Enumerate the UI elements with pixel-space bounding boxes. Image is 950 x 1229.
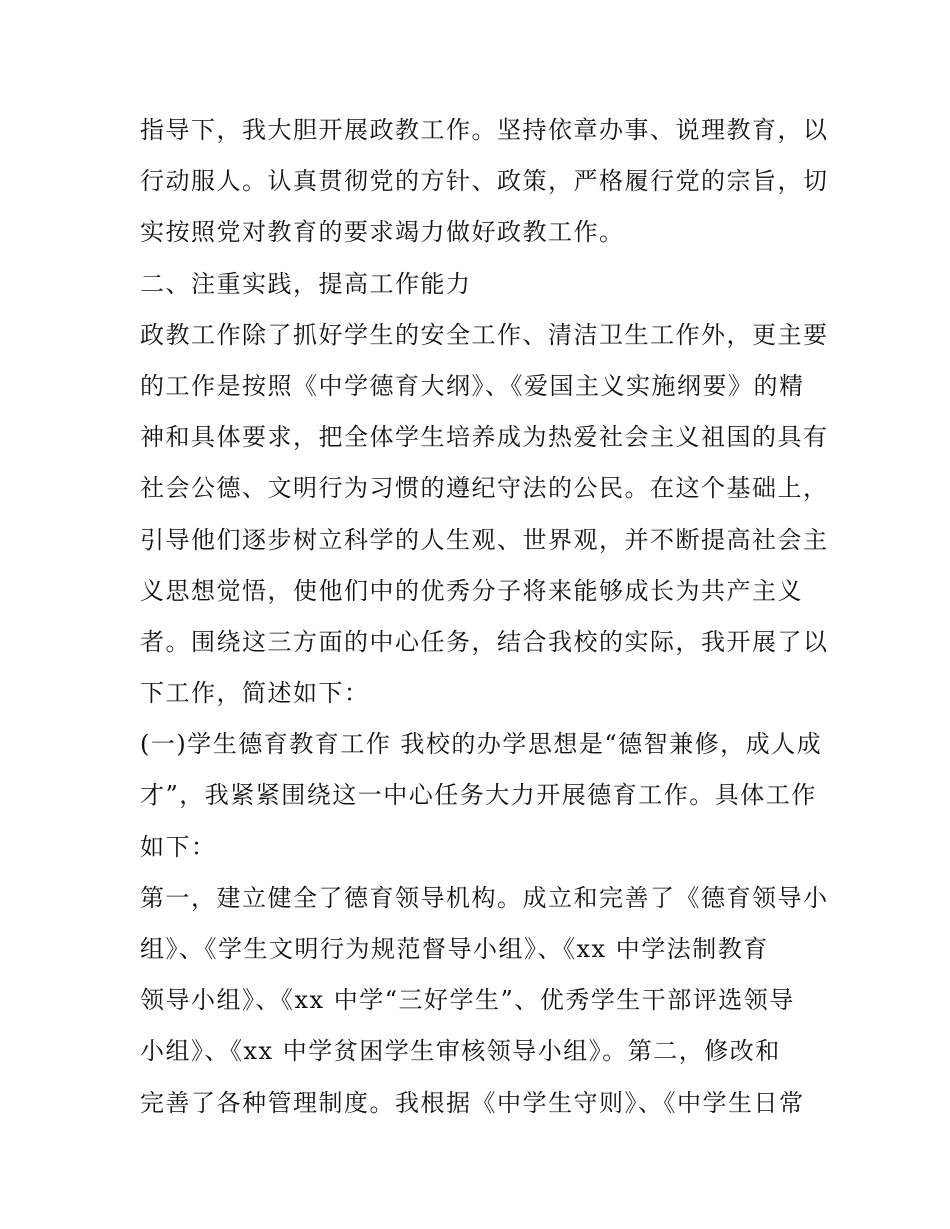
text-line: 组》、《学生文明行为规范督导小组》、《xx 中学法制教育 — [140, 935, 769, 963]
text-line: 行动服人。认真贯彻党的方针、政策，严格履行党的宗旨，切 — [140, 167, 829, 196]
text-line: 第一，建立健全了德育领导机构。成立和完善了《德育领导小 — [140, 883, 829, 912]
text-line: 神和具体要求，把全体学生培养成为热爱社会主义祖国的具有 — [140, 423, 829, 452]
text-line: 义思想觉悟，使他们中的优秀分子将来能够成长为共产主义 — [140, 576, 803, 605]
text-line: 社会公德、文明行为习惯的遵纪守法的公民。在这个基础上， — [140, 474, 829, 503]
text-line: 小组》、《xx 中学贫困学生审核领导小组》。第二，修改和 — [140, 1037, 781, 1066]
text-line: 下工作，简述如下： — [140, 679, 370, 708]
text-line: 领导小组》、《xx 中学“三好学生”、优秀学生干部评选领导 — [140, 986, 795, 1015]
text-line: 引导他们逐步树立科学的人生观、世界观，并不断提高社会主 — [140, 525, 829, 554]
text-line: 的工作是按照《中学德育大纲》、《爱国主义实施纲要》的精 — [140, 371, 805, 400]
text-line: 完善了各种管理制度。我根据《中学生守则》、《中学生日常 — [140, 1088, 805, 1117]
text-line: 者。围绕这三方面的中心任务，结合我校的实际，我开展了以 — [140, 627, 829, 656]
section-heading: 二、注重实践，提高工作能力 — [140, 269, 472, 298]
body-text — [140, 105, 829, 1129]
subsection-line: (一)学生德育教育工作 我校的办学思想是“德智兼修，成人成 — [140, 730, 823, 759]
text-line: 如下： — [140, 832, 217, 861]
text-line: 实按照党对教育的要求竭力做好政教工作。 — [140, 218, 625, 247]
text-line: 政教工作除了抓好学生的安全工作、清洁卫生工作外，更主要 — [140, 320, 829, 349]
text-line: 指导下，我大胆开展政教工作。坚持依章办事、说理教育，以 — [140, 116, 829, 144]
text-line: 才”，我紧紧围绕这一中心任务大力开展德育工作。具体工作 — [140, 781, 817, 810]
